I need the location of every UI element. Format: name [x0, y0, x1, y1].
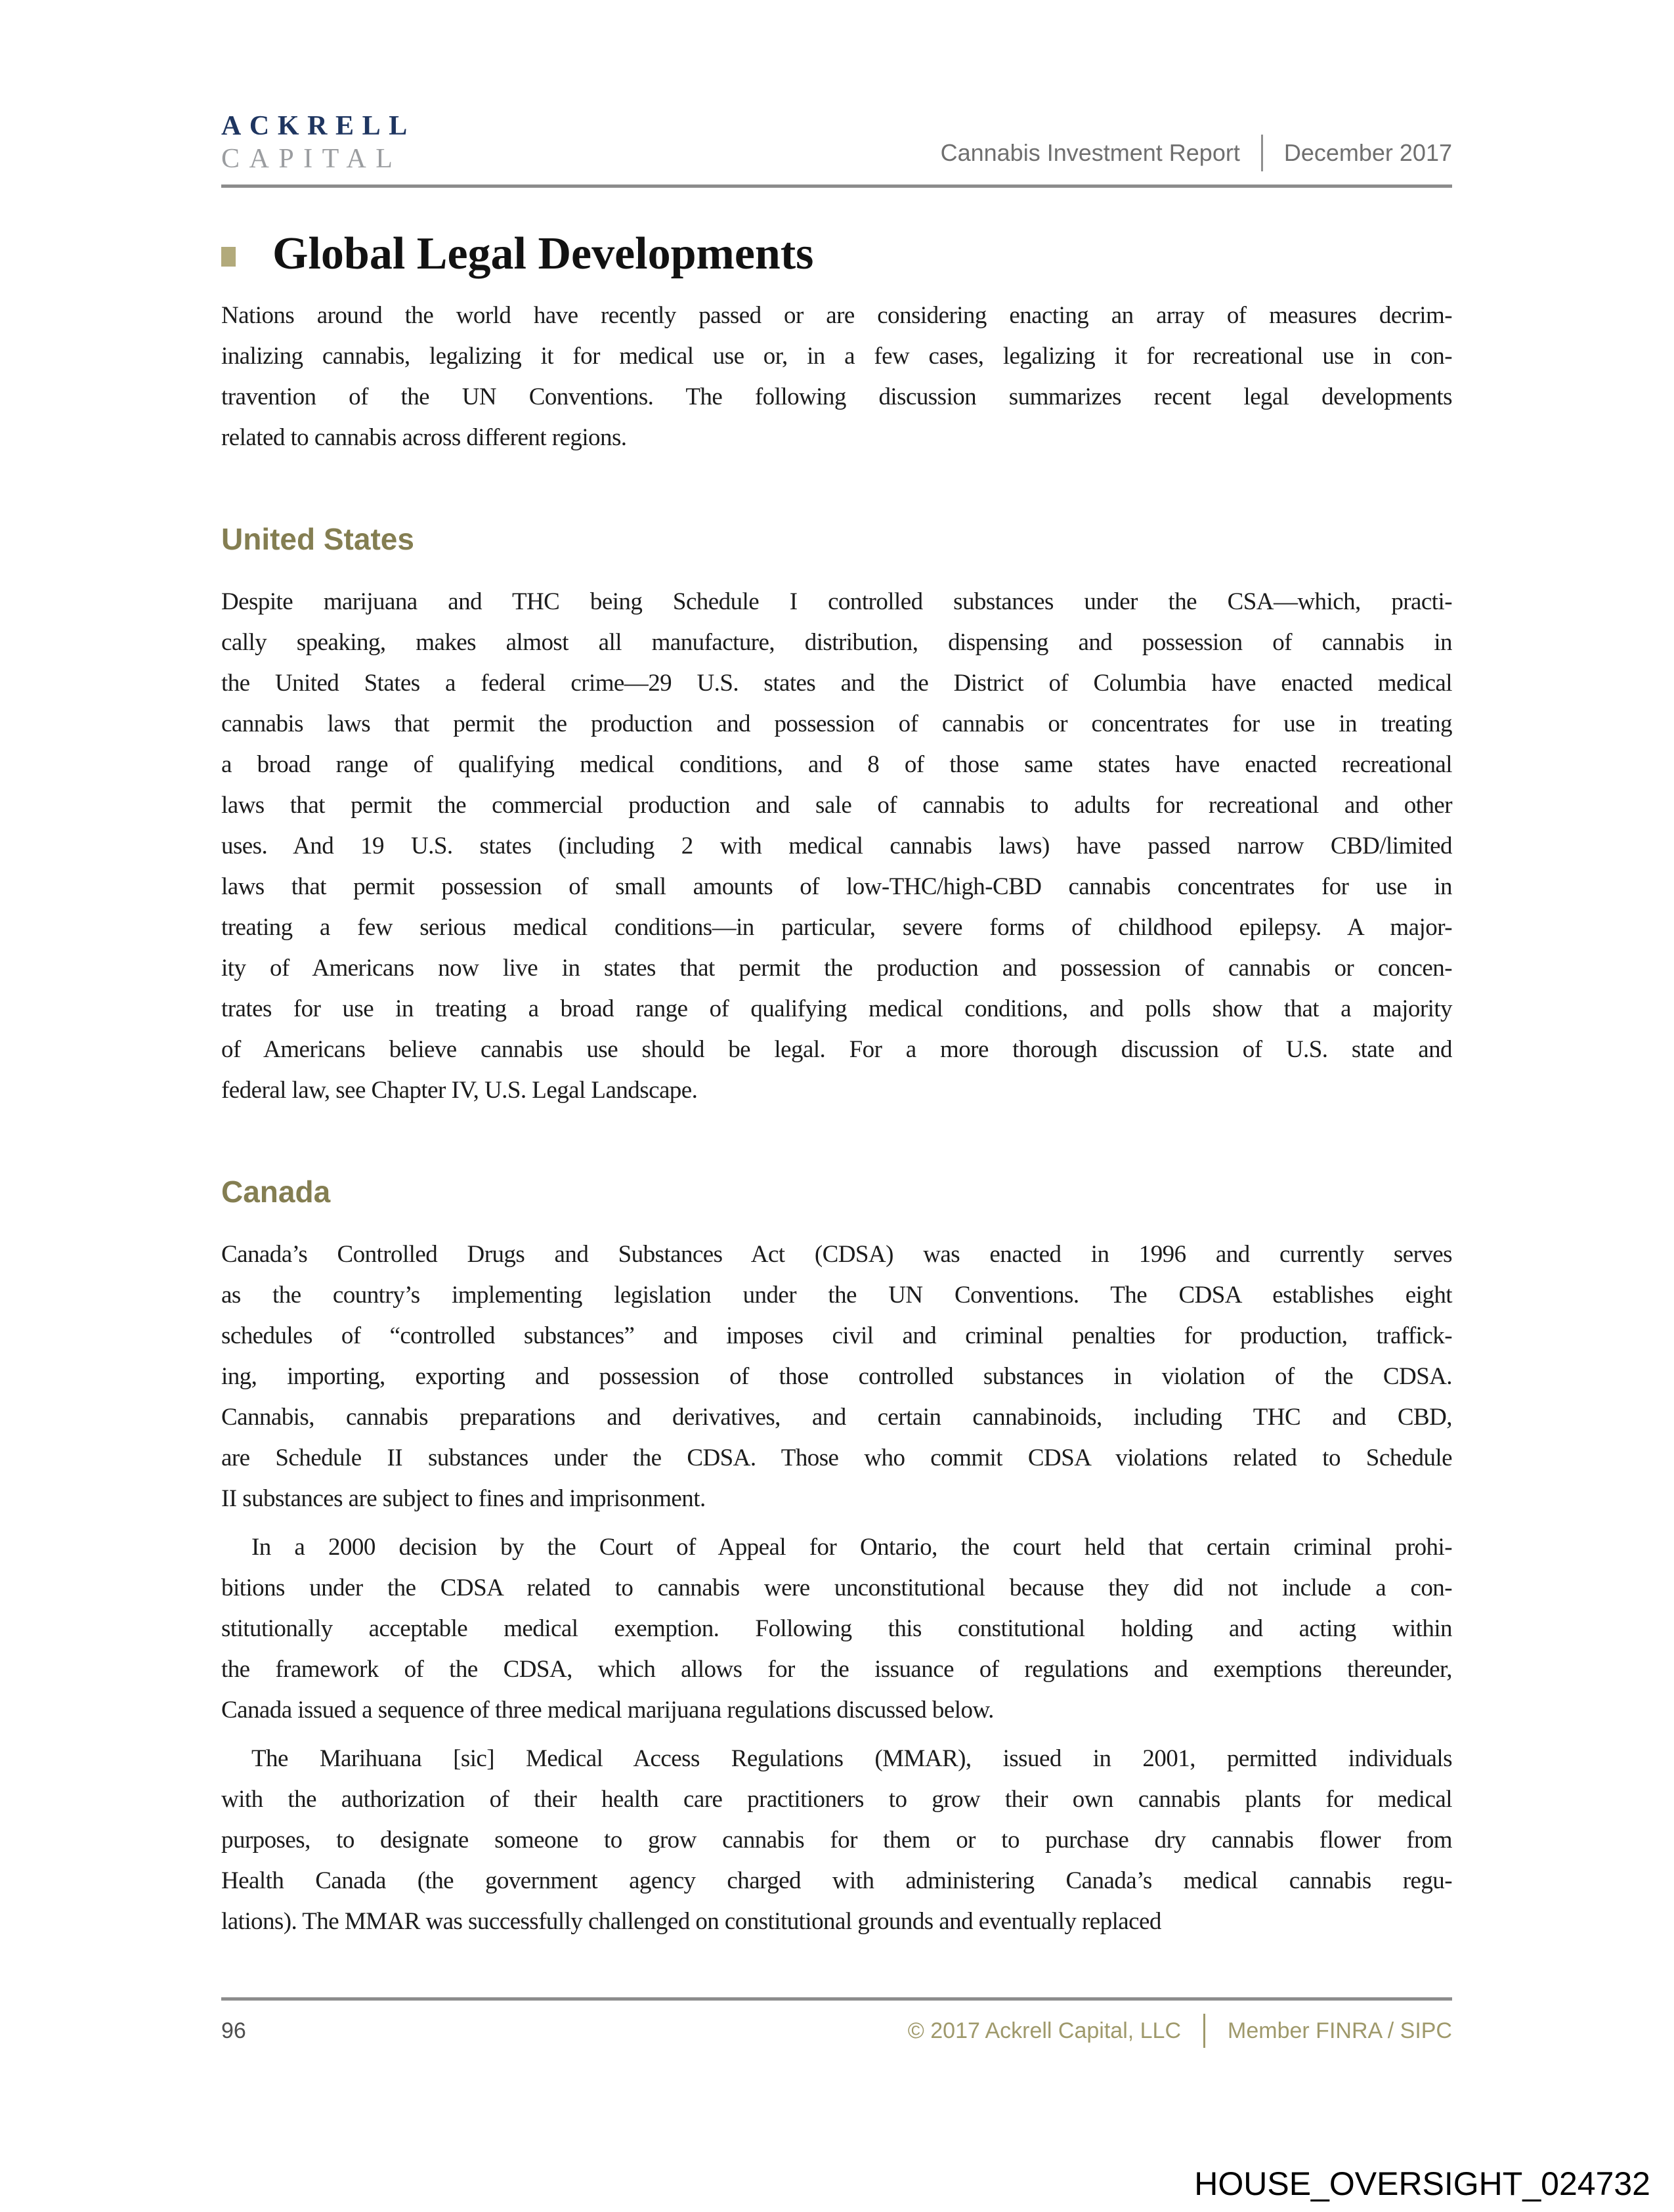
text-line: schedules of “controlled substances” and imposes civil and criminal penalties for production, traffick-	[221, 1322, 1452, 1349]
text-line: cally speaking, makes almost all manufacture, distribution, dispensing and possession of cannabis in	[221, 628, 1452, 656]
copyright-text: © 2017 Ackrell Capital, LLC	[907, 2018, 1182, 2043]
text-line: Nations around the world have recently passed or are considering enacting an array of measures decrim-	[221, 301, 1452, 329]
report-title: Cannabis Investment Report	[940, 139, 1240, 167]
title-bullet-marker	[221, 247, 236, 267]
text-line: Despite marijuana and THC being Schedule I controlled substances under the CSA—which, practi-	[221, 588, 1452, 615]
section-heading-canada: Canada	[221, 1174, 331, 1209]
page-header	[221, 0, 1452, 175]
text-line: with the authorization of their health care practitioners to grow their own cannabis plants for medical	[221, 1785, 1452, 1813]
text-line: travention of the UN Conventions. The following discussion summarizes recent legal developments	[221, 383, 1452, 410]
text-line: bitions under the CDSA related to cannabis were unconstitutional because they did not include a con-	[221, 1574, 1452, 1601]
text-line: uses. And 19 U.S. states (including 2 with medical cannabis laws) have passed narrow CBD/limited	[221, 832, 1452, 859]
text-line: The Marihuana [sic] Medical Access Regulations (MMAR), issued in 2001, permitted individuals	[251, 1745, 1452, 1772]
report-header-right	[941, 135, 1452, 175]
page-number: 96	[221, 2018, 246, 2043]
text-line: II substances are subject to fines and imprisonment.	[221, 1485, 706, 1512]
text-line: the United States a federal crime—29 U.S. states and the District of Columbia have enacted medical	[221, 669, 1452, 697]
text-line: laws that permit the commercial production and sale of cannabis to adults for recreational and other	[221, 791, 1452, 819]
text-line: Canada issued a sequence of three medical marijuana regulations discussed below.	[221, 1696, 994, 1724]
text-line: Cannabis, cannabis preparations and derivatives, and certain cannabinoids, including THC and CBD,	[221, 1403, 1452, 1431]
page-title: Global Legal Developments	[272, 228, 814, 280]
text-line: Canada’s Controlled Drugs and Substances Act (CDSA) was enacted in 1996 and currently serves	[221, 1240, 1452, 1268]
text-line: treating a few serious medical conditions—in particular, severe forms of childhood epilepsy. A major-	[221, 913, 1452, 941]
text-line: purposes, to designate someone to grow cannabis for them or to purchase dry cannabis flower from	[221, 1826, 1452, 1854]
text-line: ity of Americans now live in states that permit the production and possession of cannabis or concen-	[221, 954, 1452, 982]
text-line: ing, importing, exporting and possession of those controlled substances in violation of the CDSA.	[221, 1362, 1452, 1390]
united-states-paragraph	[221, 582, 1452, 1111]
text-line: trates for use in treating a broad range of qualifying medical conditions, and polls show that a majority	[221, 995, 1452, 1022]
text-line: cannabis laws that permit the production and possession of cannabis or concentrates for use in treating	[221, 710, 1452, 737]
logo-line-capital: CAPITAL	[221, 143, 402, 174]
text-line: lations). The MMAR was successfully challenged on constitutional grounds and eventually replaced	[221, 1907, 1161, 1935]
text-line: federal law, see Chapter IV, U.S. Legal Landscape.	[221, 1076, 698, 1104]
bates-number-watermark: HOUSE_OVERSIGHT_024732	[1194, 2165, 1650, 2202]
header-rule	[221, 184, 1452, 188]
page-footer	[221, 1997, 1452, 2048]
membership-text: Member FINRA / SIPC	[1228, 2018, 1452, 2043]
canada-paragraph-1	[221, 1234, 1452, 1519]
footer-right	[908, 2014, 1452, 2048]
text-line: stitutionally acceptable medical exemption. Following this constitutional holding and acting within	[221, 1615, 1452, 1642]
text-line: the framework of the CDSA, which allows for the issuance of regulations and exemptions thereunder,	[221, 1655, 1452, 1683]
text-line: In a 2000 decision by the Court of Appeal for Ontario, the court held that certain criminal prohi-	[251, 1533, 1452, 1561]
canada-paragraph-2	[221, 1527, 1452, 1731]
section-heading-united-states: United States	[221, 521, 414, 556]
page-title-block	[221, 230, 1452, 278]
intro-paragraph	[221, 295, 1452, 458]
text-line: are Schedule II substances under the CDSA. Those who commit CDSA violations related to Schedule	[221, 1444, 1452, 1471]
text-line: inalizing cannabis, legalizing it for medical use or, in a few cases, legalizing it for recreational use in con-	[221, 342, 1452, 370]
text-line: related to cannabis across different regions.	[221, 423, 627, 451]
text-line: of Americans believe cannabis use should be legal. For a more thorough discussion of U.S. state and	[221, 1035, 1452, 1063]
text-line: Health Canada (the government agency charged with administering Canada’s medical cannabis regu-	[221, 1867, 1452, 1894]
footer-separator-bar	[1203, 2014, 1205, 2048]
text-line: laws that permit possession of small amounts of low-THC/high-CBD cannabis concentrates for use in	[221, 873, 1452, 900]
logo-line-ackrell: ACKRELL	[221, 111, 416, 141]
report-date: December 2017	[1283, 139, 1452, 167]
text-line: as the country’s implementing legislation under the UN Conventions. The CDSA establishes eight	[221, 1281, 1452, 1309]
header-separator-bar	[1261, 135, 1263, 171]
canada-paragraph-3	[221, 1739, 1452, 1942]
footer-rule	[221, 1997, 1452, 2001]
text-line: a broad range of qualifying medical conditions, and 8 of those same states have enacted recreational	[221, 750, 1452, 778]
ackrell-capital-logo	[221, 110, 416, 175]
